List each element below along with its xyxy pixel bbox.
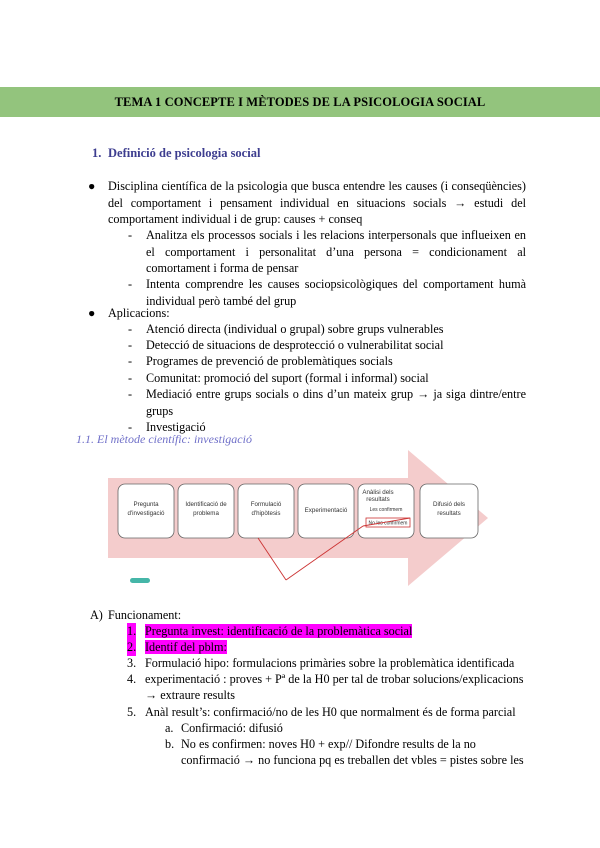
svg-text:resultats: resultats — [366, 496, 390, 503]
step-box — [238, 484, 294, 538]
dash-icon: - — [128, 371, 133, 385]
list-item: 5. Anàl result’s: confirmació/no de les H0 que normalment és de forma parcial — [127, 705, 516, 719]
svg-text:resultats: resultats — [437, 510, 461, 517]
page-title: TEMA 1 CONCEPTE I MÈTODES DE LA PSICOLOGIA SOCIAL — [114, 94, 486, 109]
svg-text:Anàlisi dels: Anàlisi dels — [362, 489, 394, 496]
sub-list-item: a. Confirmació: difusió — [165, 721, 283, 735]
section-number: 1. — [92, 146, 102, 160]
bullet-applications: ● Aplicacions: — [88, 306, 170, 320]
svg-text:Formulació: Formulació — [250, 501, 282, 508]
dash-icon: - — [128, 322, 133, 336]
dash-item: - Intenta comprendre les causes sociopsicològiques del comportament humà individual però també del grup — [128, 277, 526, 308]
page-title-bar — [0, 87, 600, 117]
list-item: 4. experimentació : proves + Pª de la H0 per tal de trobar solucions/explicacions — [127, 672, 524, 686]
svg-text:Experimentació: Experimentació — [304, 507, 348, 514]
list-item-continuation: → extraure results — [145, 688, 236, 702]
step-box — [178, 484, 234, 538]
section-title: Definició de psicologia social — [108, 146, 261, 160]
dash-item: - Programes de prevenció de problemàtiques socials — [128, 354, 393, 368]
dash-item: - Analitza els processos socials i les relacions interpersonals que influeixen en el comportament i personalitat d’una persona = condicionament al comortament i forma de pensar — [128, 228, 526, 275]
subsection-heading: 1.1. El mètode científic: investigació — [76, 432, 252, 446]
dash-icon: - — [128, 277, 133, 291]
step-box — [420, 484, 478, 538]
svg-text:Pregunta: Pregunta — [133, 501, 159, 508]
svg-text:d'investigació: d'investigació — [127, 510, 165, 517]
dash-icon: - — [128, 420, 133, 434]
dash-icon: - — [128, 228, 133, 242]
dash-item: - Detecció de situacions de desprotecció o vulnerabilitat social — [128, 338, 444, 352]
sub-list-item: b. No es confirmen: noves H0 + exp// Difondre results de la no — [165, 737, 476, 751]
dash-item: - Investigació — [128, 420, 206, 434]
step-box — [298, 484, 354, 538]
bullet-dot-icon: ● — [88, 179, 96, 193]
bullet-dot-icon: ● — [88, 306, 96, 320]
list-item: 1. Pregunta invest: identificació de la problemàtica social — [127, 624, 413, 638]
list-item: 2. Identif del pblm: — [127, 640, 227, 654]
dash-item: - Atenció directa (individual o grupal) sobre grups vulnerables — [128, 322, 444, 336]
scientific-method-diagram — [108, 448, 488, 588]
dash-item: - Comunitat: promoció del suport (formal i informal) social — [128, 371, 429, 385]
dash-icon: - — [128, 338, 133, 352]
sub-list-item-continuation: confirmació → no funciona pq es treballen det vbles = pistes sobre les — [181, 753, 524, 767]
funcionament-heading: A) Funcionament: — [90, 608, 182, 622]
svg-text:problema: problema — [193, 510, 219, 517]
step-box — [118, 484, 174, 538]
svg-text:Identificació de: Identificació de — [185, 501, 227, 508]
svg-text:Difusió dels: Difusió dels — [433, 501, 465, 508]
dash-item: - Mediació entre grups socials o dins d’un mateix grup → ja siga dintre/entre grups — [128, 387, 526, 418]
svg-text:Les confirmem: Les confirmem — [369, 507, 403, 513]
teal-mark — [130, 578, 150, 583]
section-heading — [92, 146, 260, 161]
step-box — [358, 484, 414, 538]
dash-icon: - — [128, 387, 133, 401]
list-item: 3. Formulació hipo: formulacions primàries sobre la problemàtica identificada — [127, 656, 515, 670]
bullet-definition: ● Disciplina científica de la psicologia que busca entendre les causes (i conseqüències) del comportament i pensament individual en situacions socials → estudi del comportament individual i de grup: causes + conseq — [88, 179, 526, 226]
svg-text:d'hipòtesis: d'hipòtesis — [251, 510, 281, 517]
svg-text:No les confirmem: No les confirmem — [368, 520, 408, 527]
dash-icon: - — [128, 354, 133, 368]
